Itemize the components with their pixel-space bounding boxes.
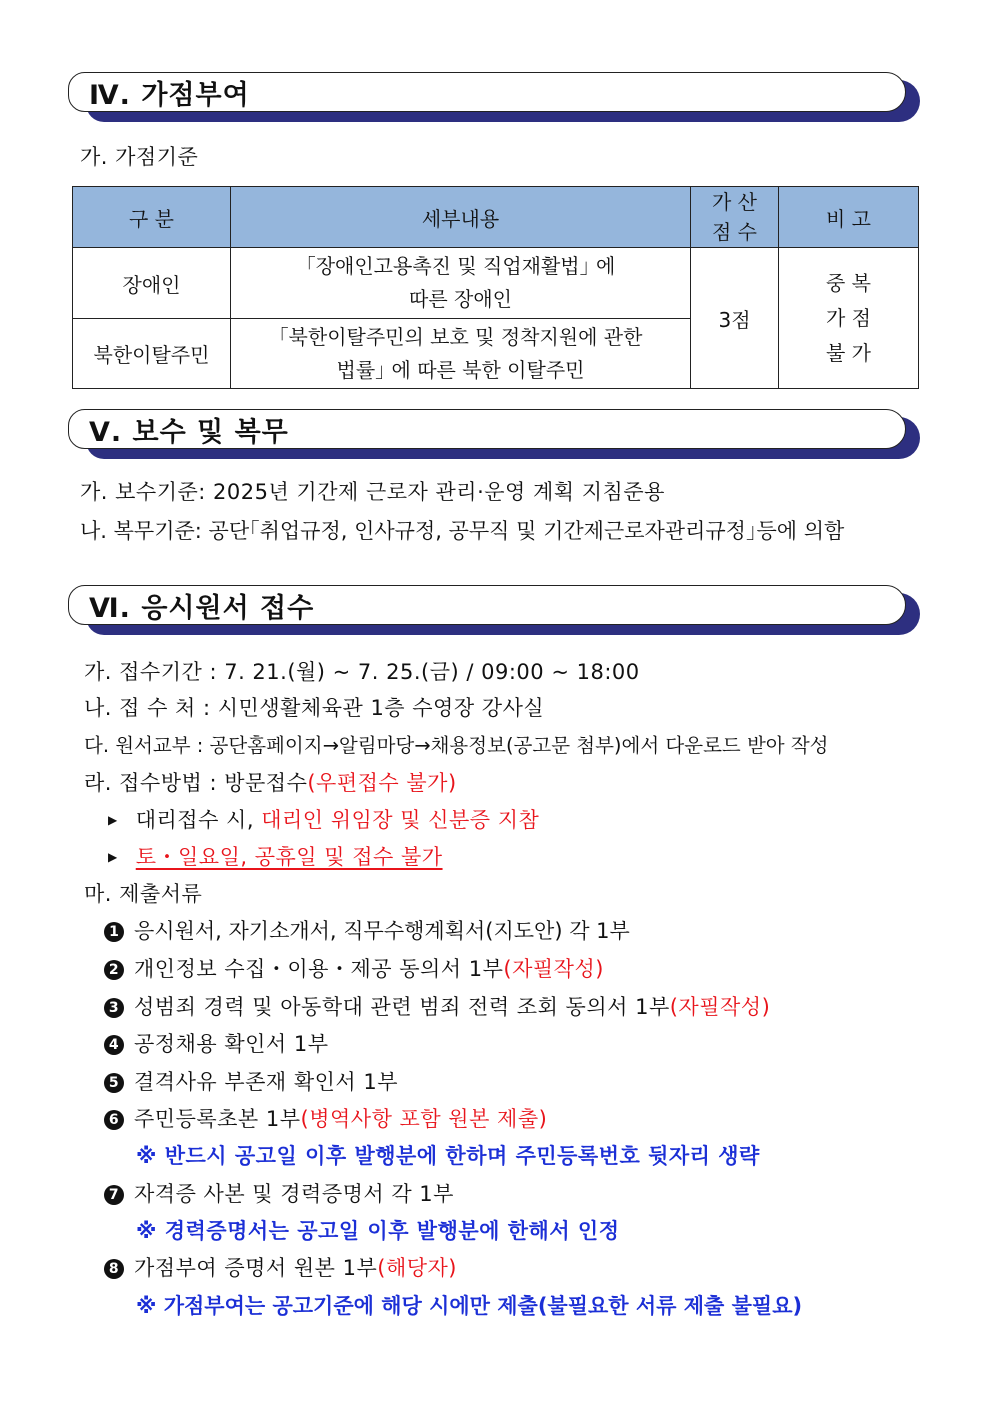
doc-item [104,1066,398,1096]
pay-line: 가. 보수기준: 2025년 기간제 근로자 관리·운영 계획 지침준용 [80,480,665,504]
number-badge-icon: 2 [104,960,124,980]
header-detail: 세부내용 [231,187,691,248]
doc-item [104,1252,457,1282]
doc-text: 개인정보 수집・이용・제공 동의서 1부 [134,957,504,981]
header-note: 비 고 [779,187,919,248]
doc-text: 응시원서, 자기소개서, 직무수행계획서(지도안) 각 1부 [134,919,630,943]
number-badge-icon: 5 [104,1073,124,1093]
doc-note-7: ※ 경력증명서는 공고일 이후 발행분에 한해서 인정 [136,1219,620,1243]
doc-item [104,1103,547,1133]
number-badge-icon: 1 [104,922,124,942]
section-title: Ⅴ. 보수 및 복무 [68,409,906,449]
place-line: 나. 접 수 처 : 시민생활체육관 1층 수영장 강사실 [84,696,545,720]
section-title: Ⅵ. 응시원서 접수 [68,585,906,625]
row-detail: ｢장애인고용촉진 및 직업재활법｣ 에 따른 장애인 [231,248,691,319]
doc-item [104,953,604,983]
doc-item [104,915,630,945]
doc-note: (자필작성) [503,957,604,981]
period-line: 가. 접수기간 : 7. 21.(월) ~ 7. 25.(금) / 09:00 ~ 18:00 [84,660,640,684]
doc-note-6: ※ 반드시 공고일 이후 발행분에 한하며 주민등록번호 뒷자리 생략 [136,1144,760,1168]
number-badge-icon: 3 [104,998,124,1018]
proxy-note: 대리인 위임장 및 신분증 지참 [261,808,540,832]
triangle-bullet-icon: ▶ [108,813,118,827]
section-header-4 [68,72,920,122]
distribution-line: 다. 원서교부 : 공단홈페이지→알림마당→채용정보(공고문 첨부)에서 다운로드 받아 작성 [84,734,829,757]
doc-text: 공정채용 확인서 1부 [134,1032,329,1056]
doc-text: 자격증 사본 및 경력증명서 각 1부 [134,1182,454,1206]
holiday-line [108,841,451,871]
doc-note-8: ※ 가점부여는 공고기준에 해당 시에만 제출(불필요한 서류 제출 불필요) [136,1294,803,1318]
row-category: 장애인 [73,248,231,319]
doc-text: 주민등록초본 1부 [134,1107,301,1131]
method-text: 라. 접수방법 : 방문접수 [84,771,308,795]
doc-item [104,1028,329,1058]
doc-text: 가점부여 증명서 원본 1부 [134,1256,378,1280]
proxy-text: 대리접수 시, [135,808,262,832]
header-category: 구 분 [73,187,231,248]
number-badge-icon: 4 [104,1035,124,1055]
doc-item [104,1178,454,1208]
header-score: 가 산 점 수 [691,187,779,248]
docs-heading: 마. 제출서류 [84,882,203,906]
proxy-line [108,804,539,834]
doc-text: 성범죄 경력 및 아동학대 관련 범죄 전력 조회 동의서 1부 [134,995,670,1019]
method-note: (우편접수 불가) [307,771,457,795]
duty-line: 나. 복무기준: 공단｢취업규정, 인사규정, 공무직 및 기간제근로자관리규정｣등에 의함 [80,519,845,543]
bonus-table [72,186,919,389]
doc-item [104,991,770,1021]
doc-note: (해당자) [377,1256,457,1280]
section-title: Ⅳ. 가점부여 [68,72,906,112]
row-detail: ｢북한이탈주민의 보호 및 정착지원에 관한 법률｣ 에 따른 북한 이탈주민 [231,319,691,389]
triangle-bullet-icon: ▶ [108,850,118,864]
score-cell: 3점 [691,248,779,389]
holiday-text: 토・일요일, 공휴일 및 접수 불가 [135,845,443,869]
number-badge-icon: 7 [104,1185,124,1205]
section-header-6 [68,585,920,635]
number-badge-icon: 6 [104,1110,124,1130]
doc-note: (병역사항 포함 원본 제출) [300,1107,548,1131]
method-line [84,767,457,797]
row-category: 북한이탈주민 [73,319,231,389]
subheading: 가. 가점기준 [80,145,199,169]
doc-note: (자필작성) [669,995,771,1019]
note-cell: 중 복 가 점 불 가 [779,248,919,389]
section-header-5 [68,409,920,459]
number-badge-icon: 8 [104,1259,124,1279]
doc-text: 결격사유 부존재 확인서 1부 [134,1070,399,1094]
